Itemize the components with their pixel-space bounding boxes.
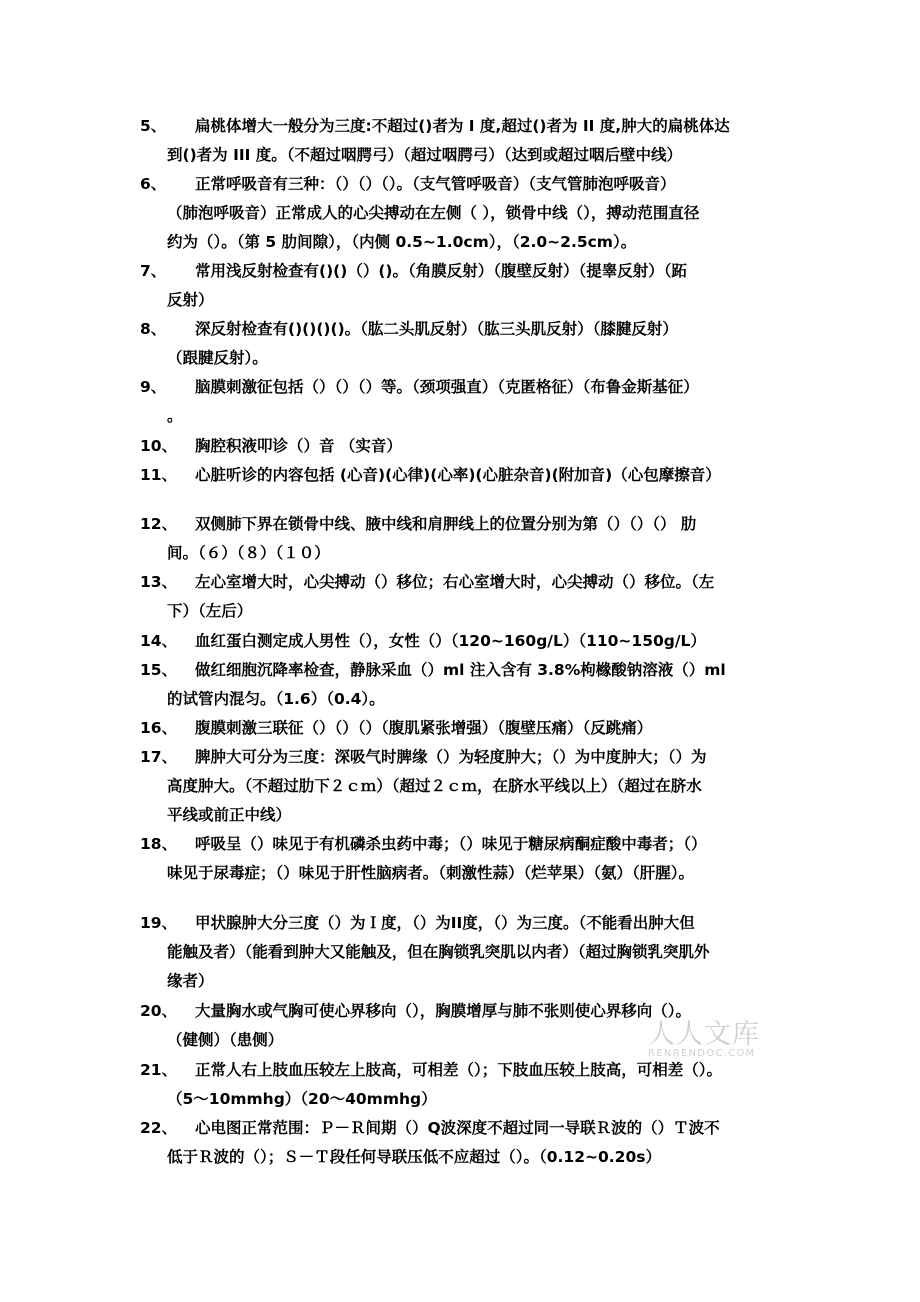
question-item — [140, 830, 800, 888]
question-text-line: 。 — [167, 407, 183, 425]
question-item — [140, 714, 800, 743]
question-text-line: （跟腱反射）。 — [167, 349, 268, 367]
question-text-line: 能触及者）（能看到肿大又能触及，但在胸锁乳突肌以内者）（超过胸锁乳突肌外 — [167, 943, 710, 961]
question-text-line: （肺泡呼吸音）正常成人的心尖搏动在左侧（ ），锁骨中线（），搏动范围直径 — [167, 204, 700, 222]
question-text-line: 低于Ｒ波的（）；Ｓ－Ｔ段任何导联压低不应超过（）。（0.12~0.20s） — [167, 1148, 661, 1166]
question-text-line: 间。（６）（８）（１０） — [167, 544, 330, 562]
question-item — [140, 170, 800, 257]
question-number: 20、 — [140, 1002, 178, 1020]
question-item — [140, 461, 800, 490]
question-text-line: （5～10mmhg）（20～40mmhg） — [167, 1090, 437, 1108]
question-text-line: 缘者） — [167, 972, 214, 990]
question-item — [140, 257, 800, 315]
question-item — [140, 315, 800, 373]
question-item — [140, 627, 800, 656]
question-text-line: 做红细胞沉降率检查，静脉采血（）ml 注入含有 3.8%枸橼酸钠溶液（）ml — [195, 661, 726, 679]
question-item — [140, 1056, 800, 1114]
question-item — [140, 656, 800, 714]
question-text-line: 的试管内混匀。（1.6）（0.4）。 — [167, 690, 385, 708]
question-text-line: 左心室增大时，心尖搏动（）移位；右心室增大时，心尖搏动（）移位。（左 — [195, 573, 715, 591]
question-number: 22、 — [140, 1119, 178, 1137]
question-text-line: 心脏听诊的内容包括 (心音)(心律)(心率)(心脏杂音)(附加音)（心包摩擦音） — [195, 466, 721, 484]
question-number: 16、 — [140, 719, 178, 737]
question-text-line: 胸腔积液叩诊（）音 （实音） — [195, 437, 402, 455]
question-text-line: （健侧）（患侧） — [167, 1031, 284, 1049]
question-text-line: 甲状腺肿大分三度（）为Ｉ度，（）为II度，（）为三度。（不能看出肿大但 — [195, 914, 695, 932]
question-item — [140, 432, 800, 461]
question-text-line: 脾肿大可分为三度：深吸气时脾缘（）为轻度肿大；（）为中度肿大；（）为 — [195, 748, 707, 766]
question-text-line: 平线或前正中线） — [167, 806, 292, 824]
question-text-line: 下）（左后） — [167, 602, 253, 620]
question-number: 12、 — [140, 515, 178, 533]
question-text-line: 脑膜刺激征包括（）（）（）等。（颈项强直）（克匿格征）（布鲁金斯基征） — [195, 378, 699, 396]
question-item — [140, 112, 800, 170]
question-text-line: 深反射检查有()()()()。（肱二头肌反射）（肱三头肌反射）（膝腱反射） — [195, 320, 678, 338]
question-number: 5、 — [140, 117, 167, 135]
question-number: 13、 — [140, 573, 178, 591]
question-number: 17、 — [140, 748, 178, 766]
question-text-line: 双侧肺下界在锁骨中线、腋中线和肩胛线上的位置分别为第（）（）（） 肋 — [195, 515, 697, 533]
question-text-line: 血红蛋白测定成人男性（），女性（）（120~160g/L）（110~150g/L） — [195, 632, 706, 650]
watermark-text: 人人文库 — [648, 1019, 760, 1050]
question-number: 14、 — [140, 632, 178, 650]
question-number: 19、 — [140, 914, 178, 932]
watermark-logo — [648, 1012, 778, 1059]
watermark-subtext: RENRENDOC.COM — [648, 1048, 756, 1059]
question-item — [140, 1114, 800, 1172]
question-number: 7、 — [140, 262, 167, 280]
question-text-line: 常用浅反射检查有()()（）()。（角膜反射）（腹壁反射）（提睾反射）（跖 — [195, 262, 688, 280]
question-text-line: 反射） — [167, 291, 214, 309]
question-number: 6、 — [140, 175, 167, 193]
question-text-line: 呼吸呈（）味见于有机磷杀虫药中毒；（）味见于糖尿病酮症酸中毒者；（） — [195, 835, 707, 853]
question-text-line: 大量胸水或气胸可使心界移向（），胸膜增厚与肺不张则使心界移向（）。 — [195, 1002, 692, 1020]
question-item — [140, 909, 800, 996]
question-text-line: 心电图正常范围：Ｐ－Ｒ间期（）Q波深度不超过同一导联Ｒ波的（）Ｔ波不 — [195, 1119, 720, 1137]
question-text-line: 到()者为 III 度。（不超过咽腭弓）（超过咽腭弓）（达到或超过咽后壁中线） — [167, 146, 683, 164]
question-number: 9、 — [140, 378, 167, 396]
question-text-line: 腹膜刺激三联征（）（）（）（腹肌紧张增强）（腹壁压痛）（反跳痛） — [195, 719, 653, 737]
question-text-line: 高度肿大。（不超过肋下２ｃｍ）（超过２ｃｍ，在脐水平线以上）（超过在脐水 — [167, 777, 702, 795]
question-item — [140, 743, 800, 830]
question-item — [140, 510, 800, 568]
question-number: 8、 — [140, 320, 167, 338]
question-item — [140, 568, 800, 626]
question-text-line: 味见于尿毒症；（）味见于肝性脑病者。（刺激性蒜）（烂苹果）（氨）（肝腥）。 — [167, 864, 695, 882]
question-number: 10、 — [140, 437, 178, 455]
question-text-line: 扁桃体增大一般分为三度:不超过()者为 I 度,超过()者为 II 度,肿大的扁桃体达 — [195, 117, 730, 135]
question-number: 15、 — [140, 661, 178, 679]
question-number: 11、 — [140, 466, 178, 484]
question-text-line: 正常呼吸音有三种：（）（）（）。（支气管呼吸音）（支气管肺泡呼吸音） — [195, 175, 676, 193]
question-number: 21、 — [140, 1061, 178, 1079]
question-item — [140, 373, 800, 431]
question-number: 18、 — [140, 835, 178, 853]
question-text-line: 正常人右上肢血压较左上肢高，可相差（）；下肢血压较上肢高，可相差（）。 — [195, 1061, 723, 1079]
question-text-line: 约为（）。（第 5 肋间隙），（内侧 0.5~1.0cm），（2.0~2.5cm）。 — [167, 233, 637, 251]
